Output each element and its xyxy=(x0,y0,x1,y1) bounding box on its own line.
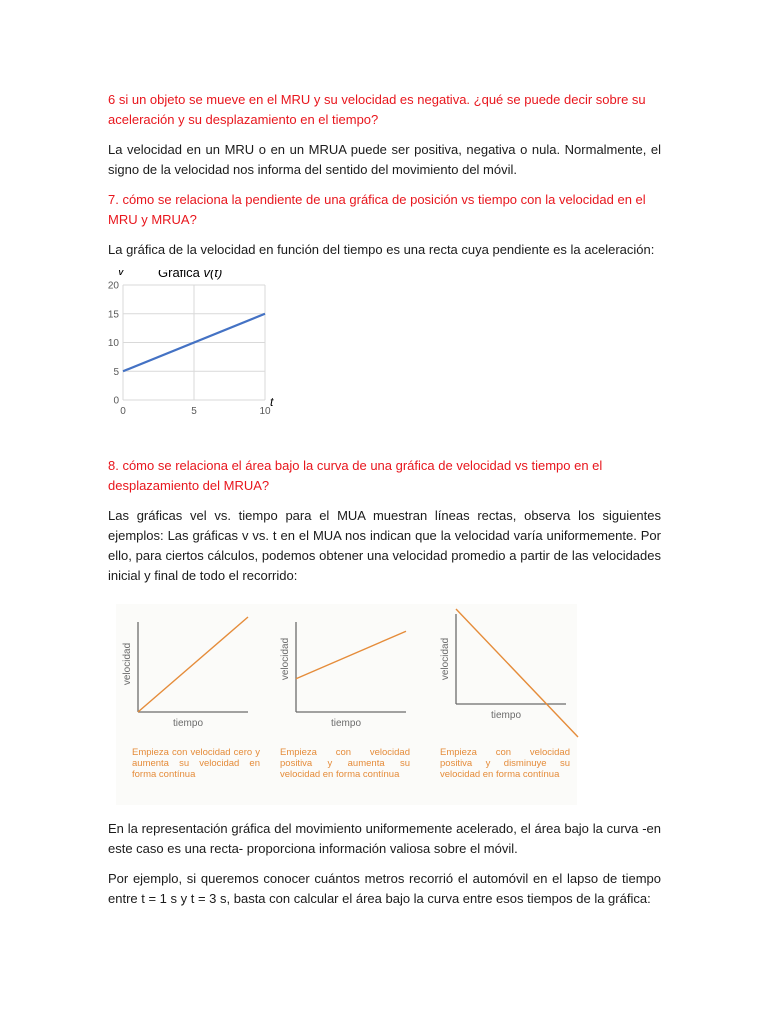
y-axis-label: v xyxy=(118,270,124,278)
chart-title-text: Gráfica xyxy=(158,270,204,280)
example-graph-2-caption: Empieza con velocidad positiva y aumenta su velocidad en forma contínua xyxy=(280,747,410,780)
mua-examples-figure xyxy=(116,604,577,805)
x-tick-label-0: 0 xyxy=(120,406,126,417)
example-graph-1-svg xyxy=(116,604,266,744)
question-6-title: 6 si un objeto se mueve en el MRU y su velocidad es negativa. ¿qué se puede decir sobre su aceleración y su desplazamiento en el tiempo? xyxy=(108,92,646,127)
y-tick-label-0: 0 xyxy=(113,395,119,407)
example-graph-2 xyxy=(274,604,424,805)
example-1-x-label: tiempo xyxy=(172,718,204,729)
x-axis-label: t xyxy=(270,395,274,409)
example-graph-3-svg xyxy=(434,604,584,744)
velocity-time-chart-svg xyxy=(108,270,308,420)
y-tick-label-20: 20 xyxy=(108,280,119,292)
velocity-time-chart xyxy=(108,270,308,420)
example-graph-2-svg xyxy=(274,604,424,744)
example-graph-3 xyxy=(434,604,584,805)
y-tick-label-5: 5 xyxy=(113,366,119,378)
question-7-title: 7. cómo se relaciona la pendiente de una gráfica de posición vs tiempo con la velocidad en el MRU y MRUA? xyxy=(108,192,646,227)
question-6-answer: La velocidad en un MRU o en un MRUA puede ser positiva, negativa o nula. Normalmente, el signo de la velocidad nos informa del sentido del movimiento del móvil. xyxy=(108,142,661,177)
example-3-y-label: velocidad xyxy=(440,637,451,681)
example-3-x-label: tiempo xyxy=(490,710,522,721)
chart-title xyxy=(158,270,222,280)
question-8-title: 8. cómo se relaciona el área bajo la curva de una gráfica de velocidad vs tiempo en el desplazamiento del MRUA? xyxy=(108,458,603,493)
example-graph-3-caption: Empieza con velocidad positiva y disminuye su velocidad en forma contínua xyxy=(440,747,570,780)
question-7-answer: La gráfica de la velocidad en función del tiempo es una recta cuya pendiente es la aceleración: xyxy=(108,242,655,257)
x-tick-label-5: 5 xyxy=(191,406,197,417)
example-paragraph: Por ejemplo, si queremos conocer cuántos metros recorrió el automóvil en el lapso de tiempo entre t = 1 s y t = 3 s, basta con calcular el área bajo la curva entre esos tiempos de la gráfica: xyxy=(108,871,661,906)
example-graph-1 xyxy=(116,604,266,805)
example-2-series-line xyxy=(296,631,406,679)
example-graph-1-caption: Empieza con velocidad cero y aumenta su velocidad en forma contínua xyxy=(132,747,260,780)
example-1-series-line xyxy=(138,617,248,712)
area-paragraph: En la representación gráfica del movimiento uniformemente acelerado, el área bajo la curva -en este caso es una recta- proporciona información valiosa sobre el móvil. xyxy=(108,821,661,856)
y-tick-label-10: 10 xyxy=(108,338,119,349)
x-tick-label-10: 10 xyxy=(259,406,271,417)
chart-title-variable: v(t) xyxy=(203,270,223,280)
example-1-y-label: velocidad xyxy=(122,642,133,686)
example-2-y-label: velocidad xyxy=(280,637,291,681)
example-2-x-label: tiempo xyxy=(330,718,362,729)
question-8-answer: Las gráficas vel vs. tiempo para el MUA muestran líneas rectas, observa los siguientes ejemplos: Las gráficas v vs. t en el MUA nos indican que la velocidad varía uniformemente. Por ello, para ciertos cálculos, podemos obtener una velocidad promedio a partir de las velocidades inicial y final de todo el recorrido: xyxy=(108,508,661,583)
document-page xyxy=(108,90,661,919)
y-tick-label-15: 15 xyxy=(108,309,119,321)
